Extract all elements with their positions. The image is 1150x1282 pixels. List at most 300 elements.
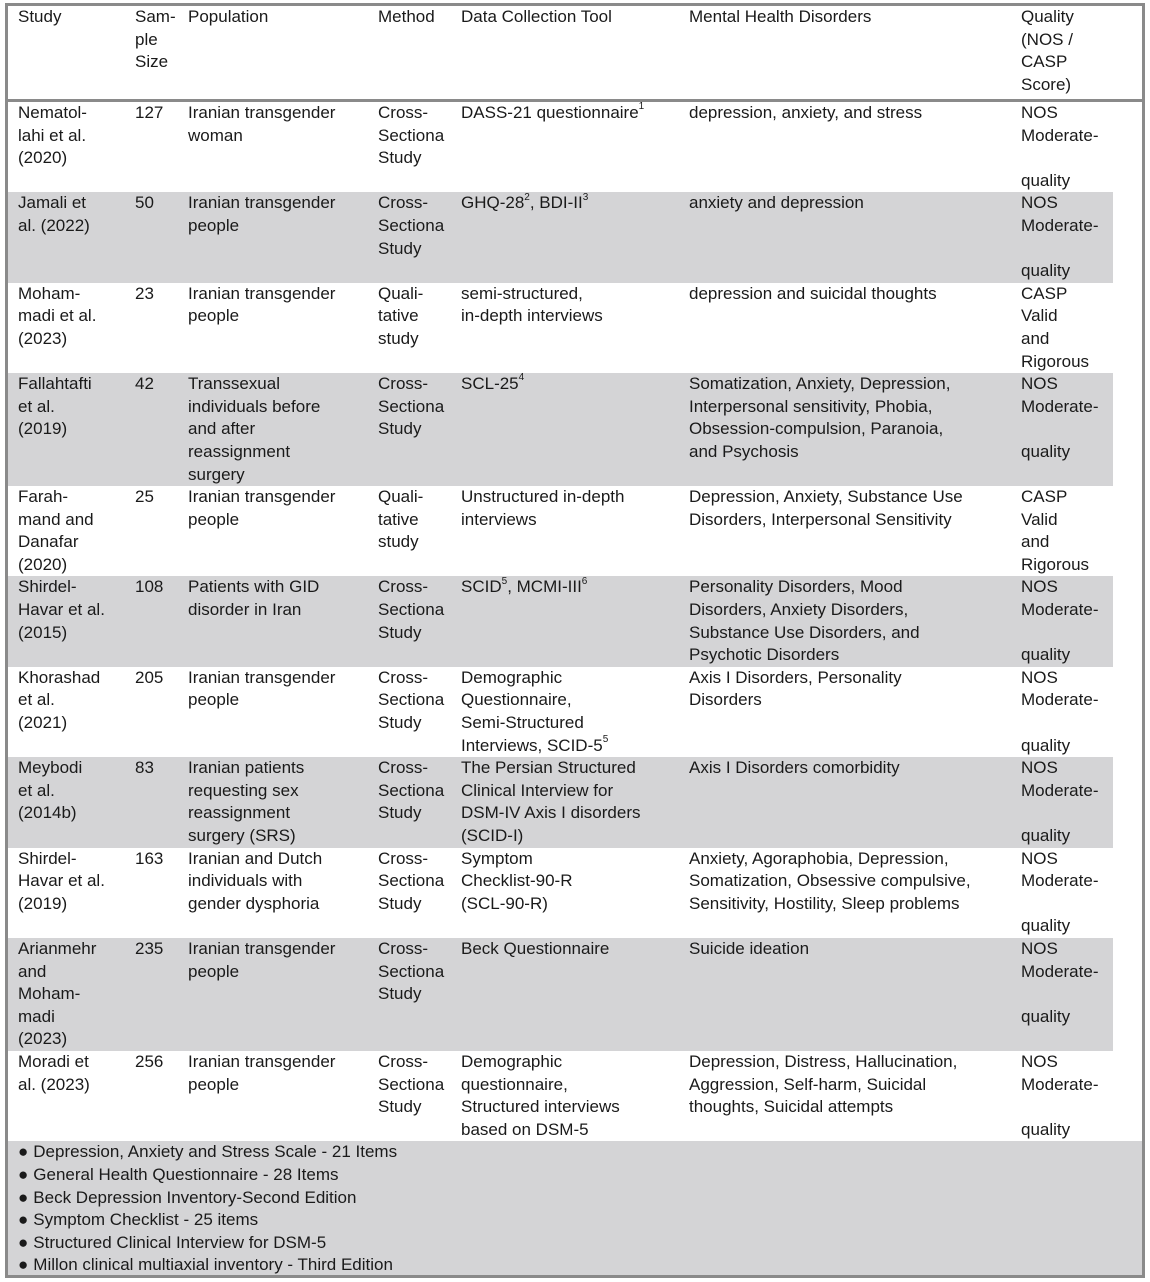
cell-quality (1017, 576, 1142, 666)
cell-tool (457, 373, 685, 486)
cell-population-line: requesting sex (188, 780, 299, 800)
cell-method (374, 101, 457, 193)
cell-study-line: Farah- (18, 487, 69, 507)
footnote-item (18, 1232, 1142, 1255)
cell-method-line: Study (378, 893, 422, 913)
cell-tool-line: interviews (461, 509, 537, 529)
cell-method-line: Sectiona (378, 690, 445, 710)
header-population (188, 6, 374, 101)
cell-quality-line: quality (1021, 261, 1071, 281)
cell-quality-line: NOS (1021, 667, 1058, 687)
cell-disorders (685, 938, 1017, 1051)
cell-population-line: people (188, 961, 240, 981)
cell-method-line: Quali- (378, 487, 424, 507)
cell-population-line: Iranian transgender (188, 1051, 336, 1071)
table-row (8, 1051, 1142, 1141)
cell-population-line: people (188, 509, 240, 529)
cell-population-line: people (188, 306, 240, 326)
cell-study-line: (2019) (18, 893, 68, 913)
bullet-icon: ● (18, 1187, 29, 1207)
cell-quality-line: quality (1021, 645, 1071, 665)
cell-study-line: (2015) (18, 622, 68, 642)
cell-study-line: Meybodi (18, 758, 83, 778)
cell-study-line: (2023) (18, 1029, 68, 1049)
cell-quality-line: Moderate- (1021, 396, 1099, 416)
cell-quality-line: NOS (1021, 848, 1058, 868)
header-sample-size-line: ple (135, 29, 158, 49)
cell-population-line: reassignment (188, 803, 291, 823)
header-quality-line: (NOS / (1021, 29, 1073, 49)
cell-tool (457, 667, 685, 757)
cell-quality (1017, 283, 1142, 373)
cell-study-line: Moham- (18, 283, 81, 303)
footnote-text: General Health Questionnaire - 28 Items (33, 1164, 339, 1184)
table-row (8, 283, 1142, 373)
cell-quality-line (1021, 147, 1142, 170)
cell-quality-line: Moderate- (1021, 125, 1099, 145)
cell-tool-line: Demographic (461, 1051, 563, 1071)
cell-study-line: et al. (18, 690, 55, 710)
cell-study-line: Jamali et (18, 193, 87, 213)
cell-study-line: Shirdel- (18, 577, 77, 597)
cell-study-line: Moham- (18, 984, 81, 1004)
cell-quality-line: Moderate- (1021, 600, 1099, 620)
footnotes (8, 1141, 1142, 1277)
cell-study-line: lahi et al. (18, 125, 87, 145)
cell-study-line: (2014b) (18, 803, 77, 823)
cell-method-line: Study (378, 622, 422, 642)
studies-table (8, 6, 1142, 1141)
cell-method-line: Study (378, 238, 422, 258)
cell-method-line: Sectiona (378, 396, 445, 416)
cell-population-line: Patients with GID (188, 577, 320, 597)
cell-tool-line: Interviews, SCID-$5^5$ (461, 733, 609, 755)
footnote-text: Symptom Checklist - 25 items (33, 1210, 259, 1230)
cell-study-line: Nematol- (18, 103, 87, 122)
table-frame (5, 3, 1145, 1278)
cell-disorders-line: Disorders, Interpersonal Sensitivity (689, 509, 952, 529)
cell-tool (457, 938, 685, 1051)
cell-study-line: Arianmehr (18, 938, 97, 958)
cell-population-line: Iranian transgender (188, 487, 336, 507)
header-method-line: Method (378, 7, 435, 26)
table-row (8, 101, 1142, 193)
cell-disorders-line: Aggression, Self-harm, Suicidal (689, 1074, 927, 1094)
cell-quality-line (1021, 1096, 1142, 1119)
cell-tool (457, 101, 685, 193)
cell-method-line: Sectiona (378, 125, 445, 145)
cell-population-line: surgery (188, 464, 245, 484)
cell-quality-line: Moderate- (1021, 215, 1099, 235)
table-row (8, 576, 1142, 666)
footnote-item (18, 1254, 1142, 1277)
cell-disorders (685, 283, 1017, 373)
cell-population-line: Iranian transgender (188, 283, 336, 303)
header-study (8, 6, 133, 101)
cell-quality-line: quality (1021, 735, 1071, 755)
cell-quality-line: Valid (1021, 306, 1058, 326)
cell-quality (1017, 373, 1142, 486)
table-row (8, 192, 1142, 282)
cell-disorders-line: Personality Disorders, Mood (689, 577, 903, 597)
cell-quality-line: Moderate- (1021, 780, 1099, 800)
cell-population (188, 486, 374, 576)
cell-population-line: individuals with (188, 871, 303, 891)
cell-population (188, 283, 374, 373)
cell-method-line: Cross- (378, 1051, 429, 1071)
footnote-item (18, 1141, 1142, 1164)
cell-quality (1017, 848, 1142, 938)
header-sample-size-line: Sam- (135, 7, 176, 26)
cell-population (188, 667, 374, 757)
header-disorders (685, 6, 1017, 101)
cell-quality-line: NOS (1021, 103, 1058, 122)
cell-study (8, 757, 133, 847)
cell-population-line: Transsexual (188, 374, 280, 394)
cell-method-line: Cross- (378, 758, 429, 778)
cell-quality-line (1021, 802, 1142, 825)
footnote-text: Structured Clinical Interview for DSM-5 (33, 1232, 327, 1252)
cell-sample-size: 127 (135, 103, 164, 122)
table-row (8, 486, 1142, 576)
cell-disorders-line: Interpersonal sensitivity, Phobia, (689, 396, 933, 416)
cell-method-line: Cross- (378, 667, 429, 687)
cell-quality-line: and (1021, 532, 1050, 552)
cell-sample-size: 83 (133, 757, 188, 847)
table-row (8, 373, 1142, 486)
cell-disorders-line: Depression, Distress, Hallucination, (689, 1051, 958, 1071)
cell-tool-line: Symptom (461, 848, 533, 868)
cell-method-line: Cross- (378, 374, 429, 394)
cell-sample-size: 205 (135, 667, 164, 687)
cell-study (8, 283, 133, 373)
cell-study-line: mand and (18, 509, 94, 529)
cell-tool (457, 1051, 685, 1141)
footnote-ref: 1 (638, 101, 645, 113)
cell-study-line: (2020) (18, 148, 68, 168)
table-row (8, 938, 1142, 1051)
cell-quality (1017, 938, 1142, 1051)
cell-population-line: people (188, 690, 240, 710)
cell-study-line: madi (18, 1006, 55, 1026)
cell-disorders (685, 101, 1017, 193)
cell-quality-line: Moderate- (1021, 690, 1099, 710)
cell-method-line: Study (378, 419, 422, 439)
cell-tool-line: semi-structured, (461, 283, 583, 303)
cell-method-line: Sectiona (378, 961, 445, 981)
cell-disorders-line: Obsession-compulsion, Paranoia, (689, 419, 944, 439)
cell-study-line: Fallahtafti (18, 374, 92, 394)
cell-disorders (685, 667, 1017, 757)
cell-disorders-line: Axis I Disorders comorbidity (689, 758, 900, 778)
cell-population-line: disorder in Iran (188, 600, 302, 620)
cell-study-line: madi et al. (18, 306, 97, 326)
cell-quality-line (1021, 983, 1142, 1006)
cell-quality-line: quality (1021, 441, 1071, 461)
cell-quality-line: quality (1021, 826, 1071, 845)
cell-method-line: Quali- (378, 283, 424, 303)
cell-study (8, 192, 133, 282)
cell-study-line: (2019) (18, 419, 68, 439)
cell-quality-line: CASP (1021, 487, 1068, 507)
cell-population (188, 373, 374, 486)
cell-sample-size: 42 (133, 373, 188, 486)
header-method (374, 6, 457, 101)
cell-study-line: Havar et al. (18, 600, 105, 620)
cell-tool-line: Checklist-90-R (461, 871, 573, 891)
cell-method-line: study (378, 532, 419, 552)
cell-disorders-line: Disorders, Anxiety Disorders, (689, 600, 909, 620)
cell-population-line: Iranian transgender (188, 103, 336, 122)
bullet-icon: ● (18, 1232, 29, 1252)
cell-tool-line: in-depth interviews (461, 306, 603, 326)
cell-disorders-line: Sensitivity, Hostility, Sleep problems (689, 893, 960, 913)
cell-disorders (685, 486, 1017, 576)
cell-population (188, 938, 374, 1051)
cell-sample-size: 256 (135, 1051, 164, 1071)
cell-study-line: et al. (18, 780, 55, 800)
cell-disorders (685, 1051, 1017, 1141)
cell-disorders-line: Somatization, Obsessive compulsive, (689, 871, 971, 891)
cell-disorders (685, 757, 1017, 847)
cell-sample-size: 235 (133, 938, 188, 1051)
cell-tool-line: SCL-$25^4$ (461, 372, 525, 394)
cell-disorders (685, 576, 1017, 666)
cell-quality-line (1021, 622, 1142, 645)
cell-quality-line (1021, 712, 1142, 735)
cell-method-line: Study (378, 984, 422, 1004)
cell-tool-line: (SCID-I) (461, 826, 524, 845)
cell-quality (1017, 486, 1142, 576)
cell-sample-size: 163 (135, 848, 164, 868)
cell-method (374, 757, 457, 847)
cell-method-line: Study (378, 803, 422, 823)
cell-tool-line: GHQ-$28^2$, BDI-$II^3$ (461, 191, 589, 213)
cell-quality-line: Rigorous (1021, 351, 1090, 371)
header-tool (457, 6, 685, 101)
footnote-ref: 5 (501, 575, 508, 587)
cell-disorders-line: anxiety and depression (689, 193, 864, 213)
cell-sample-size: 108 (133, 576, 188, 666)
cell-method-line: Cross- (378, 848, 429, 868)
bullet-icon: ● (18, 1142, 29, 1162)
cell-study-line: (2023) (18, 328, 68, 348)
cell-method-line: Cross- (378, 103, 429, 122)
cell-study-line: Shirdel- (18, 848, 77, 868)
cell-population (188, 848, 374, 938)
cell-method (374, 1051, 457, 1141)
cell-tool-line: Semi-Structured (461, 713, 584, 733)
cell-disorders-line: thoughts, Suicidal attempts (689, 1097, 894, 1117)
cell-population-line: surgery (SRS) (188, 826, 296, 845)
cell-population-line: Iranian transgender (188, 667, 336, 687)
cell-study-line: and (18, 961, 47, 981)
cell-population-line: individuals before (188, 396, 321, 416)
cell-tool (457, 283, 685, 373)
cell-population-line: gender dysphoria (188, 893, 320, 913)
cell-quality (1017, 1051, 1142, 1141)
table-row (8, 757, 1142, 847)
header-disorders-line: Mental Health Disorders (689, 7, 872, 26)
cell-study (8, 848, 133, 938)
cell-method-line: tative (378, 509, 419, 529)
cell-quality-line: Moderate- (1021, 961, 1099, 981)
cell-study (8, 373, 133, 486)
header-population-line: Population (188, 7, 269, 26)
cell-disorders-line: Suicide ideation (689, 938, 810, 958)
cell-quality-line: NOS (1021, 938, 1058, 958)
cell-study-line: (2020) (18, 554, 68, 574)
cell-tool-line: DSM-IV Axis I disorders (461, 803, 641, 823)
cell-tool-line: Questionnaire, (461, 690, 572, 710)
cell-tool-line: questionnaire, (461, 1074, 568, 1094)
cell-tool-line: Unstructured in-depth (461, 487, 625, 507)
cell-study (8, 1051, 133, 1141)
cell-tool (457, 576, 685, 666)
cell-method-line: Sectiona (378, 600, 445, 620)
cell-method-line: study (378, 328, 419, 348)
cell-quality-line (1021, 418, 1142, 441)
cell-method (374, 848, 457, 938)
header-quality-line: CASP (1021, 52, 1068, 72)
cell-population-line: people (188, 1074, 240, 1094)
cell-quality-line (1021, 238, 1142, 261)
cell-disorders (685, 192, 1017, 282)
cell-study (8, 576, 133, 666)
cell-quality-line: NOS (1021, 1051, 1058, 1071)
cell-sample-size: 50 (133, 192, 188, 282)
cell-method-line: Cross- (378, 938, 429, 958)
cell-tool-line: (SCL-90-R) (461, 893, 548, 913)
cell-quality (1017, 757, 1142, 847)
cell-population (188, 1051, 374, 1141)
cell-method-line: Study (378, 1097, 422, 1117)
cell-study-line: Danafar (18, 532, 79, 552)
cell-quality (1017, 192, 1142, 282)
cell-quality-line: quality (1021, 1119, 1071, 1139)
cell-disorders-line: Disorders (689, 690, 762, 710)
cell-quality-line: quality (1021, 916, 1071, 936)
header-quality-line: Quality (1021, 7, 1074, 26)
footnote-item (18, 1164, 1142, 1187)
footnote-ref: 6 (581, 575, 588, 587)
cell-population-line: people (188, 215, 240, 235)
cell-method-line: Study (378, 148, 422, 168)
header-quality-line: Score) (1021, 74, 1072, 94)
cell-population (188, 757, 374, 847)
header-quality (1017, 6, 1142, 101)
cell-quality-line: NOS (1021, 577, 1058, 597)
cell-method-line: Study (378, 713, 422, 733)
header-tool-line: Data Collection Tool (461, 7, 612, 26)
footnote-ref: 4 (518, 372, 525, 384)
footnote-text: Depression, Anxiety and Stress Scale - 21 Items (33, 1142, 398, 1162)
table-row (8, 848, 1142, 938)
cell-disorders-line: depression and suicidal thoughts (689, 283, 937, 303)
cell-study-line: Khorashad (18, 667, 101, 687)
cell-study (8, 938, 133, 1051)
cell-population-line: and after (188, 419, 256, 439)
cell-tool-line: SCID$^5$, MCMI-III$^6$ (461, 575, 588, 597)
cell-tool (457, 486, 685, 576)
cell-study (8, 667, 133, 757)
cell-study-line: Havar et al. (18, 871, 105, 891)
cell-study-line: Moradi et (18, 1051, 89, 1071)
footnote-item (18, 1209, 1142, 1232)
cell-tool (457, 848, 685, 938)
cell-quality (1017, 101, 1142, 193)
cell-tool (457, 192, 685, 282)
cell-tool-line: Beck Questionnaire (461, 938, 610, 958)
cell-population (188, 101, 374, 193)
footnote-text: Beck Depression Inventory-Second Edition (33, 1187, 357, 1207)
cell-method-line: Sectiona (378, 780, 445, 800)
footnote-text: Millon clinical multiaxial inventory - Third Edition (33, 1255, 393, 1275)
cell-tool-line: The Persian Structured (461, 758, 636, 778)
cell-study-line: (2021) (18, 713, 68, 733)
cell-method-line: Sectiona (378, 215, 445, 235)
cell-method-line: Sectiona (378, 871, 445, 891)
cell-method (374, 486, 457, 576)
cell-population-line: Iranian transgender (188, 193, 336, 213)
cell-method (374, 667, 457, 757)
cell-quality-line: quality (1021, 1006, 1071, 1026)
cell-study-line: al. (2023) (18, 1074, 90, 1094)
cell-quality-line: and (1021, 328, 1050, 348)
cell-disorders-line: Psychotic Disorders (689, 645, 840, 665)
cell-disorders-line: depression, anxiety, and stress (689, 103, 923, 122)
cell-quality-line: NOS (1021, 758, 1058, 778)
cell-quality-line: CASP (1021, 283, 1068, 303)
cell-disorders-line: Depression, Anxiety, Substance Use (689, 487, 963, 507)
cell-sample-size: 23 (135, 283, 154, 303)
cell-method (374, 938, 457, 1051)
footnote-ref: 3 (582, 191, 589, 203)
header-sample-size-line: Size (135, 52, 169, 72)
cell-tool-line: Structured interviews (461, 1097, 620, 1117)
cell-method (374, 192, 457, 282)
cell-study-line: al. (2022) (18, 215, 90, 235)
cell-disorders-line: Somatization, Anxiety, Depression, (689, 374, 951, 394)
cell-disorders (685, 373, 1017, 486)
cell-quality-line: Rigorous (1021, 554, 1090, 574)
header-study-line: Study (18, 7, 62, 26)
cell-quality (1017, 667, 1142, 757)
cell-method-line: Sectiona (378, 1074, 445, 1094)
cell-population (188, 192, 374, 282)
cell-quality-line: Moderate- (1021, 871, 1099, 891)
cell-tool-line: based on DSM-5 (461, 1119, 589, 1139)
cell-study-line: et al. (18, 396, 55, 416)
cell-tool-line: DASS-21 questionnaire$^1$ (461, 101, 645, 122)
bullet-icon: ● (18, 1164, 29, 1184)
cell-disorders (685, 848, 1017, 938)
cell-population-line: reassignment (188, 441, 291, 461)
cell-disorders-line: Substance Use Disorders, and (689, 622, 920, 642)
cell-study (8, 486, 133, 576)
cell-disorders-line: Axis I Disorders, Personality (689, 667, 902, 687)
cell-method (374, 373, 457, 486)
footnote-ref: 2 (524, 191, 530, 203)
cell-disorders-line: and Psychosis (689, 441, 799, 461)
cell-population-line: woman (188, 125, 243, 145)
bullet-icon: ● (18, 1255, 29, 1275)
cell-quality-line: NOS (1021, 193, 1058, 213)
cell-quality-line: Valid (1021, 509, 1058, 529)
cell-population (188, 576, 374, 666)
cell-method-line: Cross- (378, 577, 429, 597)
footnote-ref: 5 (602, 733, 609, 745)
